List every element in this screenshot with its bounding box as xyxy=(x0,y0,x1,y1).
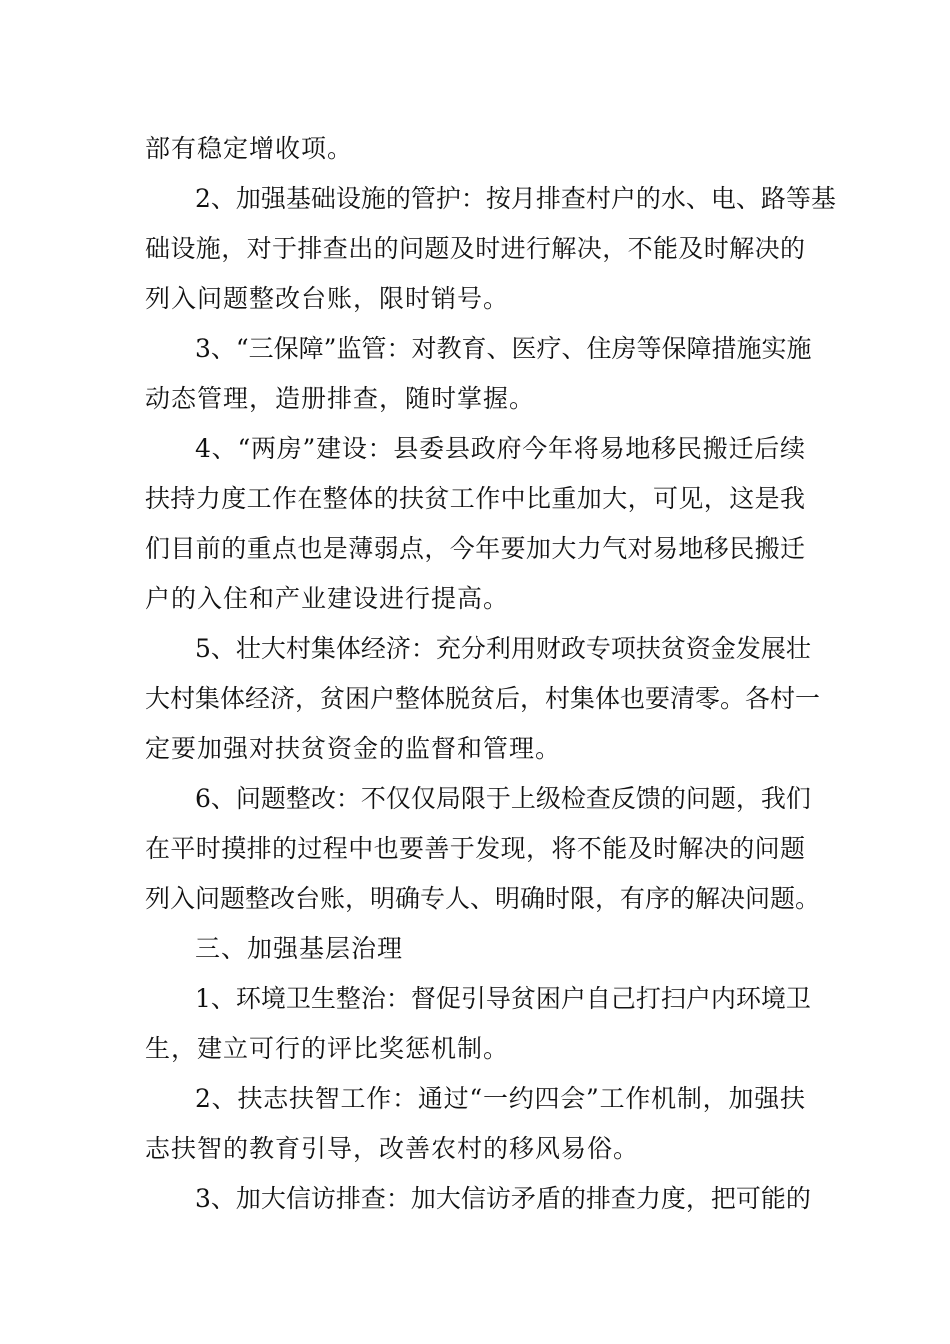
text-line: 志扶智的教育引导，改善农村的移风易俗。 xyxy=(145,1134,640,1163)
paragraph-start-line: 5、壮大村集体经济：充分利用财政专项扶贫资金发展壮 xyxy=(195,634,811,663)
paragraph-start-line: 2、加强基础设施的管护：按月排查村户的水、电、路等基 xyxy=(195,184,836,213)
paragraph-start-line: 3、“三保障”监管：对教育、医疗、住房等保障措施实施 xyxy=(195,334,812,363)
paragraph-start-line: 1、环境卫生整治：督促引导贫困户自己打扫户内环境卫 xyxy=(195,984,811,1013)
paragraph-start-line: 6、问题整改：不仅仅局限于上级检查反馈的问题，我们 xyxy=(195,784,811,813)
paragraph-start-line: 3、加大信访排查：加大信访矛盾的排查力度，把可能的 xyxy=(195,1184,811,1213)
text-line: 生，建立可行的评比奖惩机制。 xyxy=(145,1034,510,1063)
text-line: 础设施，对于排查出的问题及时进行解决，不能及时解决的 xyxy=(145,234,805,263)
text-line: 列入问题整改台账，明确专人、明确时限，有序的解决问题。 xyxy=(145,884,821,913)
text-line: 动态管理，造册排查，随时掌握。 xyxy=(145,384,536,413)
text-line: 在平时摸排的过程中也要善于发现，将不能及时解决的问题 xyxy=(145,834,805,863)
text-line: 大村集体经济，贫困户整体脱贫后，村集体也要清零。各村一 xyxy=(145,684,821,713)
paragraph-start-line: 4、“两房”建设：县委县政府今年将易地移民搬迁后续 xyxy=(195,434,805,463)
text-line: 定要加强对扶贫资金的监督和管理。 xyxy=(145,734,562,763)
text-line: 户的入住和产业建设进行提高。 xyxy=(145,584,510,613)
text-line: 列入问题整改台账，限时销号。 xyxy=(145,284,510,313)
section-heading: 三、加强基层治理 xyxy=(195,934,404,963)
text-line: 部有稳定增收项。 xyxy=(145,134,354,163)
text-line: 扶持力度工作在整体的扶贫工作中比重加大，可见，这是我 xyxy=(145,484,805,513)
text-line: 们目前的重点也是薄弱点，今年要加大力气对易地移民搬迁 xyxy=(145,534,805,563)
paragraph-start-line: 2、扶志扶智工作：通过“一约四会”工作机制，加强扶 xyxy=(195,1084,805,1113)
